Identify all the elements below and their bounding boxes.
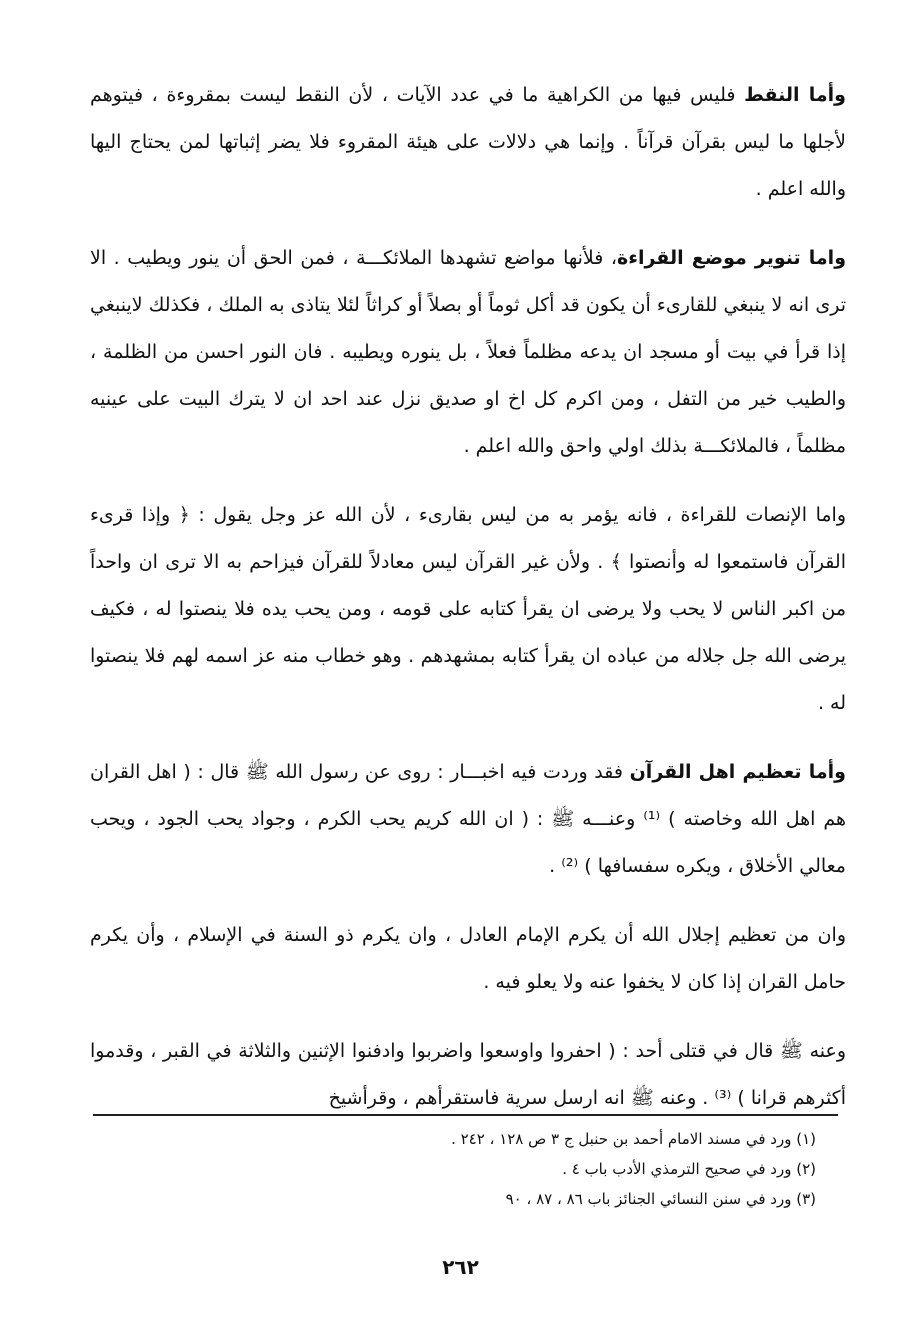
footnote-1: (١) ورد في مسند الامام أحمد بن حنبل ج ٣ ص ١٢٨ ، ٢٤٢ . xyxy=(451,1130,816,1148)
paragraph-lighting xyxy=(90,235,846,470)
paragraph-lead: وأما تعظيم اهل القرآن xyxy=(629,761,846,783)
paragraph-listening xyxy=(90,492,846,727)
paragraph-text: وعنه ﷺ قال في قتلى أحد : ( احفروا واوسعوا واضربوا وادفنوا الإثنين والثلاثة في القبر ، وقدموا أكثرهم قرانا ) ⁽³⁾ . وعنه ﷺ انه ارسل سرية فاستقرأهم ، وقرأشيخ xyxy=(90,1040,846,1109)
paragraph-text: ، فلأنها مواضع تشهدها الملائكـــة ، فمن الحق أن ينور ويطيب . الا ترى انه لا ينبغي للقارىء أن يكون قد أكل ثوماً أو بصلاً أو كراثاً لئلا يتاذى به الملك ، فكذلك لاينبغي إذا قرأ في بيت أو مسجد ان يدعه مظلماً فعلاً ، بل ينوره ويطيبه . فان النور احسن من الظلمة ، والطيب خير من التفل ، ومن اكرم كل اخ او صديق نزل عند احد ان لا يترك البيت على عينيه مظلماً ، فالملائكـــة بذلك اولي واحق والله اعلم . xyxy=(90,247,846,457)
paragraph-text: فليس فيها من الكراهية ما في عدد الآيات ، لأن النقط ليست بمقروءة ، فيتوهم لأجلها ما ليس بقرآن قرآناً . وإنما هي دلالات على هيئة المقروء فلا يضر إثباتها لمن يحتاج اليها والله اعلم . xyxy=(90,84,846,200)
paragraph-uhud xyxy=(90,1028,846,1122)
paragraph-lead: واما تنوير موضع القراءة xyxy=(617,247,847,269)
paragraph-text: فقد وردت فيه اخبـــار : روى عن رسول الله ﷺ قال : ( اهل القران هم اهل الله وخاصته ) ⁽¹⁾ وعنـــه ﷺ : ( ان الله كريم يحب الكرم ، وجواد يحب الجود ، ويحب معالي الأخلاق ، ويكره سفسافها ) ⁽²⁾ . xyxy=(90,761,847,877)
footnote-separator xyxy=(93,1114,838,1116)
footnote-2: (٢) ورد في صحيح الترمذي الأدب باب ٤ . xyxy=(562,1160,816,1178)
paragraph-honoring xyxy=(90,749,846,890)
paragraph-text: وان من تعظيم إجلال الله أن يكرم الإمام العادل ، وان يكرم ذو السنة في الإسلام ، وأن يكرم حامل القران إذا كان لا يخفوا عنه ولا يعلو فيه . xyxy=(90,924,846,993)
page-number: ٢٦٢ xyxy=(442,1255,479,1279)
paragraph-text: واما الإنصات للقراءة ، فانه يؤمر به من ليس بقارىء ، لأن الله عز وجل يقول : ﴿ وإذا قرىء القرآن فاستمعوا له وأنصتوا ﴾ . ولأن غير القرآن ليس معادلاً للقرآن فيزاحم به الا ترى ان واحداً من اكبر الناس لا يحب ولا يرضى ان يقرأ كتابه على قومه ، ومن يحب يده فلا ينصتوا له ، فكيف يرضى الله جل جلاله من عباده ان يقرأ كتابه بمشهدهم . وهو خطاب منه عز اسمه لهم فلا ينصتوا له . xyxy=(90,504,846,714)
footnotes xyxy=(256,1124,816,1214)
paragraph-glorifying xyxy=(90,912,846,1006)
footnote-3: (٣) ورد في سنن النسائي الجنائز باب ٨٦ ، ٨٧ ، ٩٠ xyxy=(505,1190,816,1208)
paragraph-lead: وأما النقط xyxy=(744,84,846,106)
paragraph-dots xyxy=(90,72,846,213)
